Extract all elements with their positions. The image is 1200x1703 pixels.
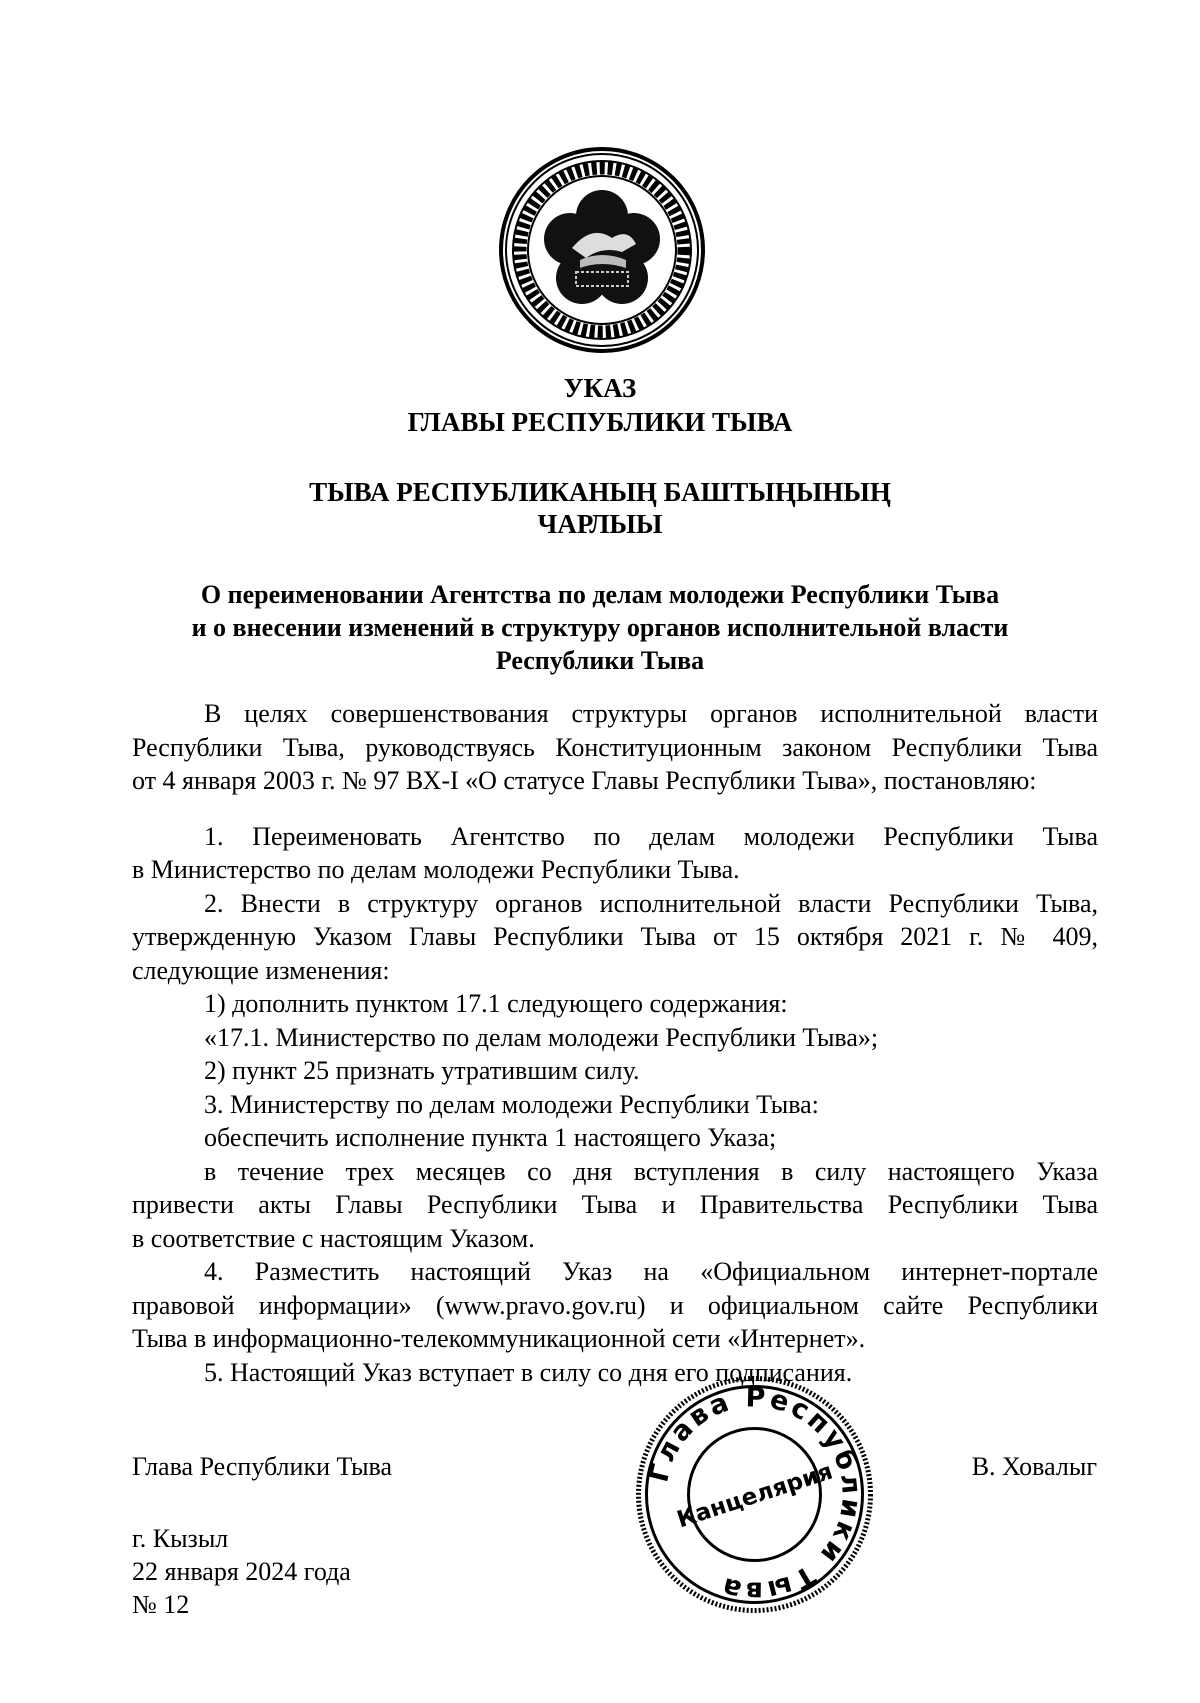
item-4-line-3: Тыва в информационно-телекоммуникационной сети «Интернет».: [132, 1324, 866, 1353]
item-2-sub-1: 1) дополнить пунктом 17.1 следующего содержания:: [204, 989, 788, 1018]
signatory-name: В. Ховалыг: [971, 1452, 1097, 1481]
issue-date: 22 января 2024 года: [132, 1557, 351, 1586]
item-1-line-1: 1. Переименовать Агентство по делам молодежи Республики Тыва: [204, 821, 1098, 851]
item-3-sub-1: обеспечить исполнение пункта 1 настоящего Указа;: [204, 1123, 777, 1152]
item-4-line-2: правовой информации» (www.pravo.gov.ru) и официальном сайте Республики: [132, 1290, 1098, 1320]
item-4-line-1: 4. Разместить настоящий Указ на «Официальном интернет-портале: [204, 1257, 1098, 1286]
preamble-line-1: В целях совершенствования структуры органов исполнительной власти: [204, 699, 1098, 728]
item-2-sub-1-text: «17.1. Министерство по делам молодежи Республики Тыва»;: [204, 1022, 879, 1052]
preamble-line-2: Республики Тыва, руководствуясь Конституционным законом Республики Тыва: [132, 732, 1098, 762]
item-3-sub-2-line-3: в соответствие с настоящим Указом.: [132, 1223, 535, 1253]
item-5-line-1: 5. Настоящий Указ вступает в силу со дня его подписания.: [204, 1357, 853, 1387]
item-2-line-3: следующие изменения:: [132, 955, 390, 985]
signatory-position: Глава Республики Тыва: [132, 1452, 393, 1481]
item-3-line-1: 3. Министерству по делам молодежи Республики Тыва:: [204, 1089, 819, 1119]
stamp-inner-text: Канцелярия: [673, 1458, 836, 1534]
issue-city: г. Кызыл: [132, 1524, 229, 1553]
document-subject-line-2: и о внесении изменений в структуру органов исполнительной власти: [191, 613, 1009, 642]
item-2-sub-2: 2) пункт 25 признать утратившим силу.: [204, 1056, 640, 1085]
document-title-tuvan: ТЫВА РЕСПУБЛИКАНЫҢ БАШТЫҢЫНЫҢ: [309, 477, 891, 507]
stamp-icon: [632, 1372, 877, 1617]
item-3-sub-2-line-2: привести акты Главы Республики Тыва и Правительства Республики Тыва: [132, 1190, 1098, 1219]
item-3-sub-2-line-1: в течение трех месяцев со дня вступления в силу настоящего Указа: [204, 1156, 1098, 1186]
item-2-line-1: 2. Внести в структуру органов исполнительной власти Республики Тыва,: [204, 888, 1098, 918]
document-subject-line-1: О переименовании Агентства по делам молодежи Республики Тыва: [200, 580, 1000, 609]
document-body: [132, 697, 1098, 1389]
document-title: УКАЗ: [563, 373, 637, 403]
document-number: № 12: [132, 1590, 190, 1619]
document-issuer: ГЛАВЫ РЕСПУБЛИКИ ТЫВА: [407, 407, 793, 437]
preamble-line-3: от 4 января 2003 г. № 97 ВХ-I «О статусе Главы Республики Тыва», постановляю:: [132, 766, 1037, 795]
item-1-line-2: в Министерство по делам молодежи Республики Тыва.: [132, 855, 740, 884]
document-title-tuvan-2: ЧАРЛЫЫ: [537, 509, 663, 539]
stamp-outer-text: Глава Республики Тыва: [643, 1382, 868, 1607]
document-subject-line-3: Республики Тыва: [495, 646, 705, 675]
emblem-icon: [497, 145, 707, 355]
item-2-line-2: утвержденную Указом Главы Республики Тыва от 15 октября 2021 г. № 409,: [132, 922, 1098, 951]
